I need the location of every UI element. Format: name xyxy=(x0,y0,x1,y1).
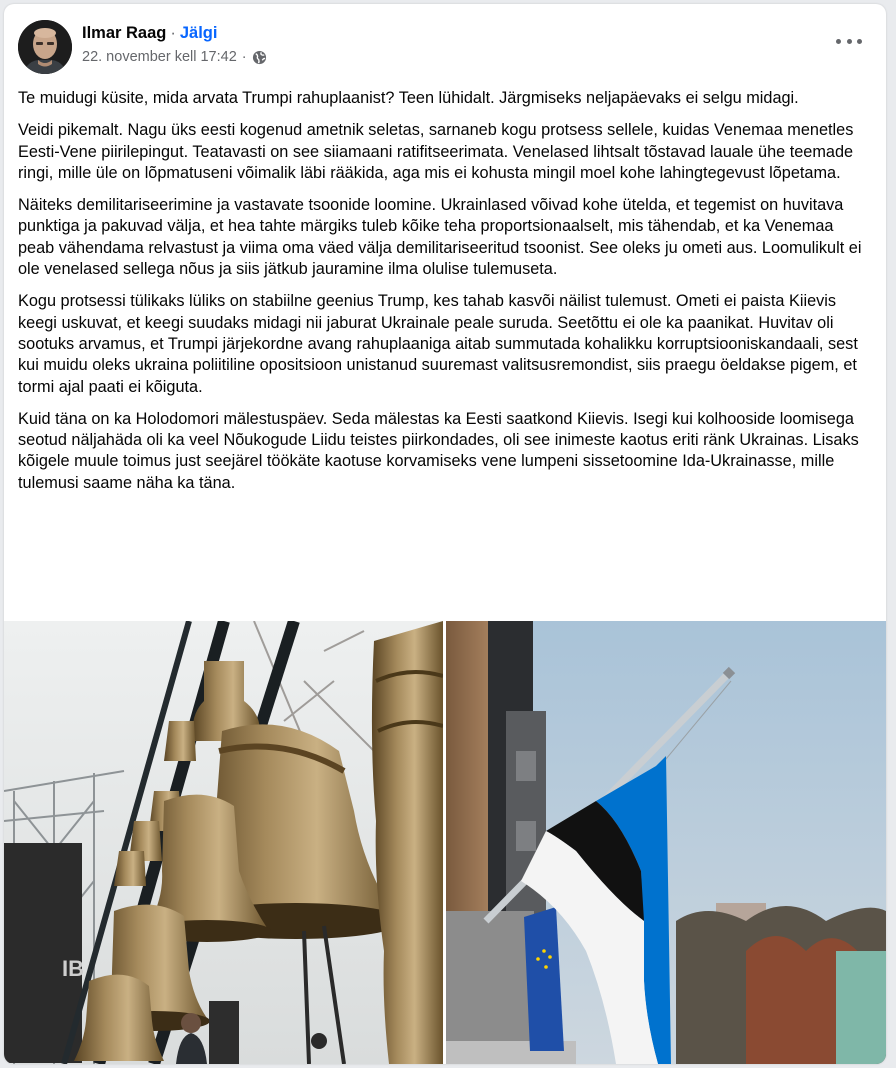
author-name[interactable]: Ilmar Raag xyxy=(82,24,167,42)
post-paragraph: Kogu protsessi tülikaks lüliks on stabiilne geenius Trump, kes tahab kasvõi näilist tulemust. Ometi ei paista Kiievis keegi uskuvat, et keegi suudaks midagi nii jaburat Ukrainale peale suruda. Seetõttu ei ole ka paanikat. Huvitav oli sootuks arvamus, et Trumpi järjekordne avang rahuplaaniga aitab summutada kohalikku korruptsiooniskandaali, sest kui muidu oleks ukraina poliitiline opositsioon unistanud suuremast valitsusremondist, siis praegu öeldakse pigem, et tormi ajal paati ei kõiguta. xyxy=(18,292,858,396)
globe-icon[interactable] xyxy=(252,50,267,65)
photo-grid xyxy=(4,621,886,1064)
avatar[interactable] xyxy=(18,20,72,74)
follow-button[interactable]: Jälgi xyxy=(179,24,218,42)
post-paragraph: Te muidugi küsite, mida arvata Trumpi rahuplaanist? Teen lühidalt. Järgmiseks neljapäevaks ei selgu midagi. xyxy=(18,89,799,107)
avatar-image xyxy=(18,20,72,74)
more-options-icon[interactable] xyxy=(836,34,862,48)
meta-separator: · xyxy=(241,49,247,65)
more-dot xyxy=(836,39,841,44)
post-meta xyxy=(82,49,267,65)
post-card xyxy=(4,4,886,1064)
more-dot xyxy=(847,39,852,44)
post-body xyxy=(18,88,866,505)
bells-photo[interactable] xyxy=(4,621,443,1064)
author-line xyxy=(82,24,217,43)
post-timestamp[interactable]: 22. november kell 17:42 xyxy=(82,49,237,65)
flag-photo[interactable] xyxy=(446,621,886,1064)
post-paragraph: Kuid täna on ka Holodomori mälestuspäev. Seda mälestas ka Eesti saatkond Kiievis. Isegi kui kolhooside loomisega seotud näljahäda oli ka veel Nõukogude Liidu teistes piirkondades, oli see inimeste kaotus eriti ränk Ukrainas. Lisaks kõigele muule toimus just seejärel töökäte kaotuse korvamiseks vene lumpeni sissetoomine Ida-Ukrainasse, mille tulemusi saame näha ka täna. xyxy=(18,409,859,492)
post-paragraph: Näiteks demilitariseerimine ja vastavate tsoonide loomine. Ukrainlased võivad kohe ütelda, et tegemist on huvitava punktiga ja pakuvad välja, et hea tahte märgiks tuleb kõike teha proportsionaalselt, mis tähendab, et ka Venemaa peab vähendama relvastust ja viima oma väed välja demilitariseeritud tsoonist. See oleks ju ometi aus. Loomulikult ei ole venelased sellega nõus ja siis jätkub jauramine ilma olulise tulemuseta. xyxy=(18,196,862,279)
post-header xyxy=(4,4,886,82)
post-paragraph: Veidi pikemalt. Nagu üks eesti kogenud ametnik seletas, sarnaneb kogu protsess sellele, kuidas Venemaa menetles Eesti-Vene piirilepingut. Teatavasti on see siiamaani ratifitseerimata. Venelased lihtsalt tõstavad lauale ühe teemade ringi, mille üle on lõpmatuseni võimalik läbi rääkida, aga mis ei kohusta mingil moel kohe lahingtegevust lõpetama. xyxy=(18,121,854,182)
sign-text: IB xyxy=(62,956,84,981)
more-dot xyxy=(857,39,862,44)
name-separator: · xyxy=(170,24,176,42)
